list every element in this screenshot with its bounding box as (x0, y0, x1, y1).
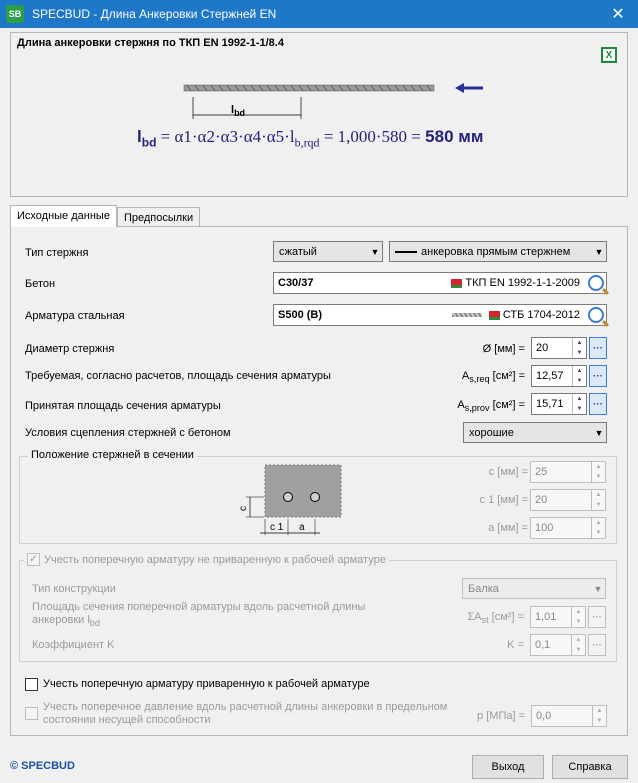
title-bar (0, 0, 638, 28)
rebar-circle-2 (311, 493, 320, 502)
pressure-param: p [МПа] = (477, 710, 525, 722)
rebar-circle-1 (284, 493, 293, 502)
header-panel (10, 32, 628, 197)
app-icon: SB (6, 5, 24, 23)
exit-button[interactable]: Выход (472, 755, 544, 779)
areq-value: 12,57 (536, 370, 564, 382)
chevron-down-icon: ▼ (594, 246, 604, 257)
section-group (19, 449, 617, 544)
formula-lhs: l (137, 127, 142, 146)
c1-param: c 1 [мм] = (479, 494, 528, 506)
a-param: a [мм] = (488, 522, 528, 534)
concrete-value: C30/37 (278, 277, 314, 289)
flag-icon (449, 279, 462, 288)
spin-buttons[interactable]: ▲ ▼ (571, 607, 585, 627)
diameter-value: 20 (536, 342, 549, 354)
k-param: K = (507, 639, 524, 651)
steel-standard (452, 309, 580, 321)
window-title: SPECBUD - Длина Анкеровки Стержней EN (32, 7, 277, 21)
rod-type-value: сжатый (279, 245, 317, 258)
chevron-down-icon: ▼ (370, 246, 380, 257)
c-value: 25 (535, 466, 548, 478)
spin-buttons[interactable]: ▲ ▼ (591, 518, 605, 538)
areq-param: $A_{s,req}$ [см²] = (461, 370, 525, 385)
k-value: 0,1 (535, 639, 551, 651)
straight-bar-icon (395, 251, 417, 253)
section-group-title: Положение стержней в сечении (28, 449, 197, 461)
construction-value: Балка (468, 582, 499, 595)
area-label-2: анкеровки $l_{bd}$ (32, 614, 100, 629)
steel-value: S500 (B) (278, 309, 323, 321)
aprov-param: $A_{s,prov}$ [см²] = (457, 399, 525, 414)
formula-rhs-sub: b,rqd (294, 135, 320, 150)
welded-checkbox[interactable] (25, 678, 38, 691)
diameter-param: Ø [мм] = (482, 343, 525, 355)
help-button[interactable]: Справка (552, 755, 628, 779)
spin-buttons[interactable]: ▲ ▼ (592, 706, 606, 726)
steel-field[interactable] (273, 304, 607, 326)
c1-value: 20 (535, 494, 548, 506)
c-param: c [мм] = (488, 466, 528, 478)
spin-buttons[interactable]: ▲ ▼ (572, 366, 586, 386)
diameter-more-button[interactable]: ··· (589, 337, 607, 359)
transverse-group-title (24, 553, 389, 566)
input-panel (10, 226, 628, 736)
rebar-icon (452, 313, 482, 317)
areq-more-button[interactable]: ··· (589, 365, 607, 387)
area-param: $\Sigma A_{st}$ [см²] = (467, 611, 524, 626)
anchor-type-select[interactable] (389, 241, 607, 262)
area-label-1: Площадь сечения поперечной арматуры вдоль расчетной длины (32, 601, 366, 613)
rod-type-label: Тип стержня (25, 247, 89, 259)
bond-label: Условия сцепления стержней с бетоном (25, 427, 231, 439)
area-more-button[interactable]: ··· (588, 606, 606, 628)
close-button[interactable] (598, 0, 638, 28)
diameter-input[interactable] (531, 337, 587, 359)
anchor-type-value: анкеровка прямым стержнем (421, 245, 571, 258)
pressure-label-1: Учесть поперечное давление вдоль расчетной длины анкеровки в предельном (43, 701, 448, 713)
rod-type-select[interactable] (273, 241, 383, 262)
c1-input[interactable] (530, 489, 606, 511)
chevron-down-icon: ▼ (594, 427, 604, 438)
k-label: Коэффициент K (32, 639, 115, 651)
formula-calc: = 1,000·580 = (323, 127, 421, 146)
c-input[interactable] (530, 461, 606, 483)
spin-buttons[interactable]: ▲ ▼ (572, 338, 586, 358)
pressure-checkbox[interactable] (25, 707, 38, 720)
formula-rhs: = α1·α2·α3·α4·α5·l (160, 127, 295, 146)
beam-section (265, 465, 341, 517)
search-icon[interactable] (588, 275, 604, 291)
bond-select[interactable] (463, 422, 607, 443)
dim-label: l (231, 104, 235, 116)
pressure-value: 0,0 (536, 710, 552, 722)
aprov-value: 15,71 (536, 398, 564, 410)
force-arrowhead (455, 83, 464, 93)
anchorage-formula (137, 127, 483, 150)
concrete-standard (449, 277, 580, 289)
section-sketch (220, 461, 350, 539)
spin-buttons[interactable]: ▲ ▼ (591, 490, 605, 510)
spin-buttons[interactable]: ▲ ▼ (572, 394, 586, 414)
areq-input[interactable] (531, 365, 587, 387)
area-input[interactable] (530, 606, 586, 628)
construction-label: Тип конструкции (32, 583, 116, 595)
tab-input-data[interactable]: Исходные данные (10, 205, 117, 227)
tab-bar (10, 205, 200, 227)
search-icon[interactable] (588, 307, 604, 323)
welded-label: Учесть поперечную арматуру приваренную к рабочей арматуре (43, 678, 370, 690)
header-title: Длина анкеровки стержня по ТКП EN 1992-1-1/8.4 (17, 37, 284, 49)
spin-buttons[interactable]: ▲ ▼ (571, 635, 585, 655)
excel-export-icon[interactable]: X (601, 47, 617, 63)
formula-lhs-sub: bd (141, 135, 157, 150)
svg-text:lbd (231, 104, 245, 118)
sketch-a-label: a (299, 522, 305, 533)
a-value: 100 (535, 522, 554, 534)
concrete-standard-text: ТКП EN 1992-1-1-2009 (465, 277, 580, 289)
steel-standard-text: СТБ 1704-2012 (502, 309, 580, 321)
area-value: 1,01 (535, 611, 557, 623)
transverse-group (19, 553, 617, 662)
sketch-c-label: c (238, 506, 249, 511)
concrete-field[interactable] (273, 272, 607, 294)
specbud-logo: © SPECBUD (10, 760, 75, 772)
aprov-input[interactable] (531, 393, 587, 415)
dim-label-sub: bd (234, 108, 246, 118)
bond-value: хорошие (469, 426, 514, 439)
chevron-down-icon: ▼ (593, 583, 603, 594)
k-more-button[interactable]: ··· (588, 634, 606, 656)
concrete-label: Бетон (25, 278, 56, 290)
diameter-label: Диаметр стержня (25, 343, 115, 355)
aprov-label: Принятая площадь сечения арматуры (25, 400, 221, 412)
steel-label: Арматура стальная (25, 310, 125, 322)
sketch-c1-label: c 1 (270, 522, 284, 533)
tab-assumptions[interactable]: Предпосылки (117, 207, 200, 227)
areq-label: Требуемая, согласно расчетов, площадь сечения арматуры (25, 370, 331, 382)
transverse-title-text: Учесть поперечную арматуру не приваренную к рабочей арматуре (44, 553, 386, 566)
k-input[interactable] (530, 634, 586, 656)
pressure-input[interactable] (531, 705, 607, 727)
construction-select[interactable] (462, 578, 606, 599)
close-icon: ✕ (611, 6, 625, 23)
transverse-checkbox[interactable] (27, 553, 40, 566)
pressure-label-2: состоянии несущей способности (43, 714, 211, 726)
flag-icon (487, 311, 500, 320)
aprov-more-button[interactable]: ··· (589, 393, 607, 415)
formula-result: 580 мм (425, 127, 484, 146)
a-input[interactable] (530, 517, 606, 539)
spin-buttons[interactable]: ▲ ▼ (591, 462, 605, 482)
rod-sketch (171, 77, 491, 127)
